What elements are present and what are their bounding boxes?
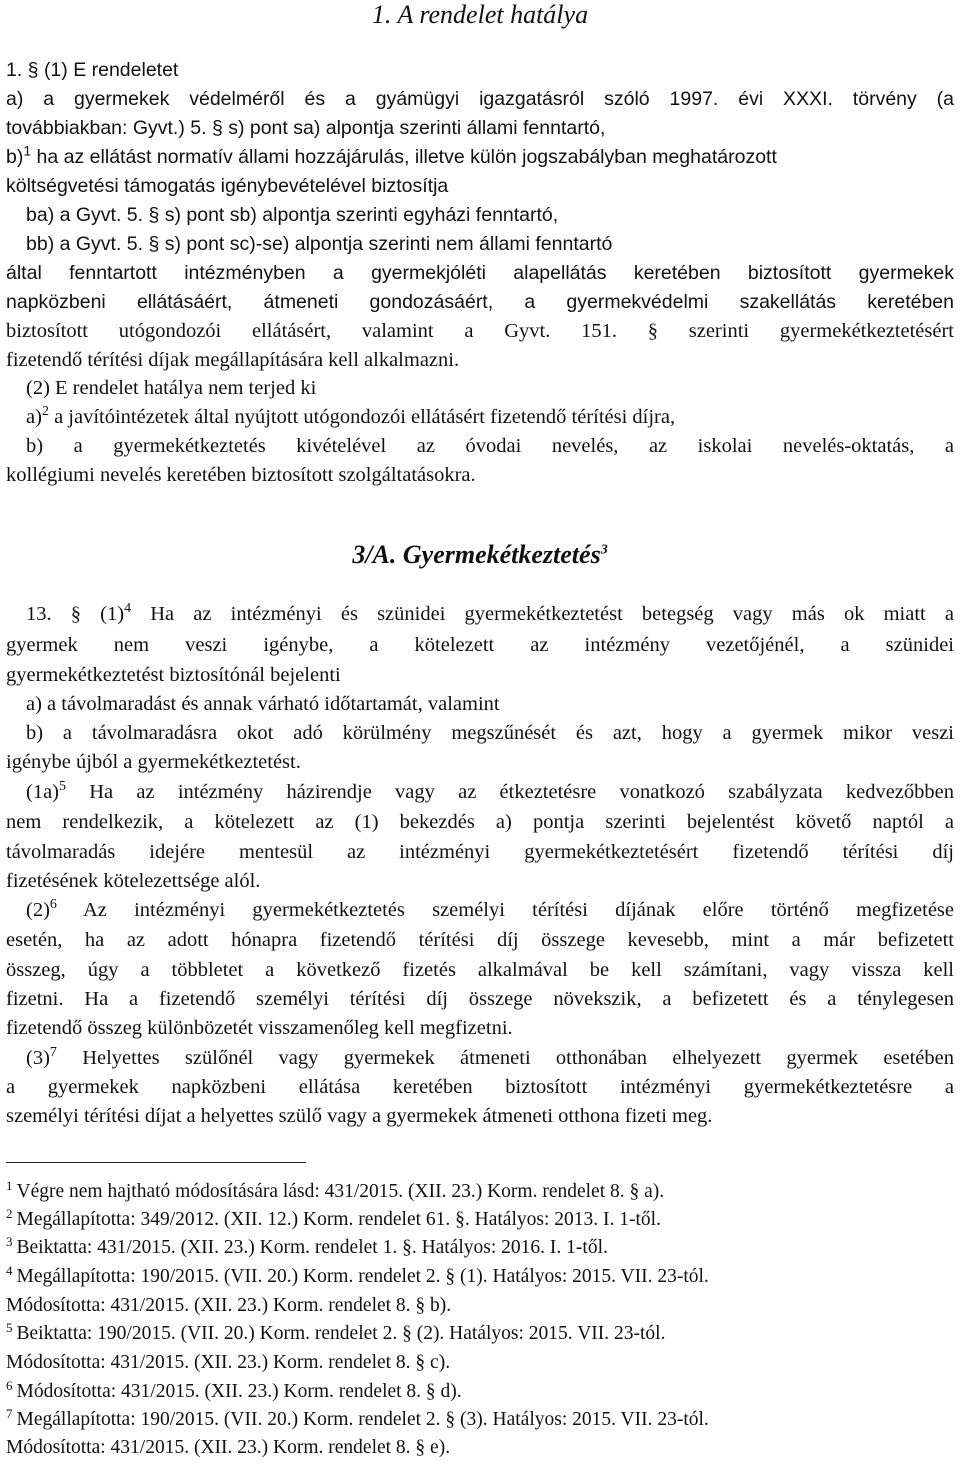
paragraph-line: bb) a Gyvt. 5. § s) pont sc)-se) alpontja szerinti nem állami fenntartó xyxy=(26,233,613,255)
footnote-item xyxy=(6,1263,954,1290)
footnote-continuation: Módosította: 431/2015. (XII. 23.) Korm. rendelet 8. § e). xyxy=(6,1437,451,1458)
paragraph-label: (1a) xyxy=(26,781,60,803)
paragraph-line: a gyermekek napközbeni ellátása keretében biztosított intézményi gyermekétkeztetésre a xyxy=(6,1076,954,1098)
footnote-number: 4 xyxy=(6,1262,13,1278)
footnote-ref[interactable]: 7 xyxy=(49,1045,57,1061)
paragraph-label: (3) xyxy=(26,1047,50,1069)
footnote-ref[interactable]: 3 xyxy=(600,542,608,558)
footnote-separator xyxy=(6,1162,306,1163)
footnote-text: Megállapította: 190/2015. (VII. 20.) Korm. rendelet 2. § (3). Hatályos: 2015. VII. 23-tól. xyxy=(16,1409,709,1430)
paragraph-line xyxy=(26,1044,954,1072)
paragraph-line xyxy=(6,143,954,171)
footnote-item xyxy=(6,1406,954,1433)
line-text: Ha az intézményi és szünidei gyermekétkeztetést betegség vagy más ok miatt a xyxy=(131,603,954,625)
paragraph-label: (2) xyxy=(26,899,50,921)
footnote-ref[interactable]: 5 xyxy=(59,779,67,795)
footnote-number: 5 xyxy=(6,1319,13,1335)
footnote-ref[interactable]: 6 xyxy=(49,897,57,913)
footnote-number: 3 xyxy=(6,1233,13,1249)
paragraph-line: nem rendelkezik, a kötelezett az (1) bekezdés a) pontja szerinti bejelentést követő naptól a xyxy=(6,811,954,833)
paragraph-line: távolmaradás idejére mentesül az intézményi gyermekétkeztetésért fizetendő térítési díj xyxy=(6,841,954,863)
footnote-item xyxy=(6,1234,954,1261)
section-heading-child-meals xyxy=(0,540,960,570)
paragraph-line: gyermek nem veszi igénybe, a kötelezett az intézmény vezetőjénél, a szünidei xyxy=(6,634,954,656)
paragraph-line: a) a gyermekek védelméről és a gyámügyi igazgatásról szóló 1997. évi XXXI. törvény (a xyxy=(6,88,954,110)
footnote-continuation: Módosította: 431/2015. (XII. 23.) Korm. rendelet 8. § b). xyxy=(6,1295,452,1316)
paragraph-line: összeg, úgy a többletet a következő fizetés alkalmával be kell számítani, vagy vissza kell xyxy=(6,959,954,981)
footnote-text: Végre nem hajtható módosítására lásd: 431/2015. (XII. 23.) Korm. rendelet 8. § a). xyxy=(16,1181,665,1202)
footnote-number: 2 xyxy=(6,1205,13,1221)
paragraph-line: biztosított utógondozói ellátásért, valamint a Gyvt. 151. § szerinti gyermekétkeztetésért xyxy=(6,320,954,342)
paragraph-line: által fenntartott intézményben a gyermekjóléti alapellátás keretében biztosított gyermekek xyxy=(6,262,954,284)
footnote-text: Beiktatta: 431/2015. (XII. 23.) Korm. rendelet 1. §. Hatályos: 2016. I. 1-től. xyxy=(16,1237,608,1258)
heading-text: 3/A. Gyermekétkeztetés xyxy=(352,540,601,569)
paragraph-line: fizetendő térítési díjak megállapítására kell alkalmazni. xyxy=(6,349,460,371)
paragraph-line: fizetni. Ha a fizetendő személyi térítési díj összege növekszik, a befizetett és a ténylegesen xyxy=(6,988,954,1010)
footnote-ref[interactable]: 1 xyxy=(23,142,32,159)
paragraph-line: napközbeni ellátásáért, átmeneti gondozásáért, a gyermekvédelmi szakellátás keretében xyxy=(6,291,954,313)
line-text: Az intézményi gyermekétkeztetés személyi térítési díjának előre történő megfizetése xyxy=(56,899,954,921)
footnote-continuation: Módosította: 431/2015. (XII. 23.) Korm. rendelet 8. § c). xyxy=(6,1352,451,1373)
paragraph-line: fizetésének kötelezettsége alól. xyxy=(6,870,261,892)
footnote-number: 7 xyxy=(6,1405,13,1421)
paragraph-line xyxy=(26,403,960,431)
paragraph-line: személyi térítési díjat a helyettes szülő vagy a gyermekek átmeneti otthona fizeti meg. xyxy=(6,1105,713,1127)
point-label: b) xyxy=(6,146,24,168)
paragraph-line: igénybe újból a gyermekétkeztetést. xyxy=(6,751,301,773)
paragraph-line: 1. § (1) E rendeletet xyxy=(6,59,179,81)
footnote-number: 1 xyxy=(6,1177,13,1193)
footnote-ref[interactable]: 4 xyxy=(124,601,132,617)
line-text: Helyettes szülőnél vagy gyermekek átmeneti otthonában elhelyezett gyermek esetében xyxy=(56,1047,954,1069)
footnote-item xyxy=(6,1320,954,1347)
paragraph-line: a) a távolmaradást és annak várható időtartamát, valamint xyxy=(26,693,500,715)
paragraph-line xyxy=(26,600,954,628)
point-label: a) xyxy=(26,406,42,428)
footnote-number: 6 xyxy=(6,1377,13,1393)
section-number: 13. § (1) xyxy=(26,603,125,625)
footnote-item xyxy=(6,1178,954,1205)
paragraph-line: (2) E rendelet hatálya nem terjed ki xyxy=(26,377,317,399)
footnote-text: Megállapította: 349/2012. (XII. 12.) Korm. rendelet 61. §. Hatályos: 2013. I. 1-től. xyxy=(16,1209,661,1230)
paragraph-line: kollégiumi nevelés keretében biztosított szolgáltatásokra. xyxy=(6,464,476,486)
paragraph-line xyxy=(26,778,954,806)
footnote-text: Módosította: 431/2015. (XII. 23.) Korm. rendelet 8. § d). xyxy=(16,1381,462,1402)
paragraph-line: fizetendő összeg különbözetét visszamenőleg kell megfizetni. xyxy=(6,1017,513,1039)
paragraph-line: b) a távolmaradásra okot adó körülmény megszűnését és azt, hogy a gyermek mikor veszi xyxy=(26,722,954,744)
line-text: ha az ellátást normatív állami hozzájárulás, illetve külön jogszabályban meghatározott xyxy=(31,146,777,168)
paragraph-line: továbbiakban: Gyvt.) 5. § s) pont sa) alpontja szerinti állami fenntartó, xyxy=(6,117,606,139)
line-text: Ha az intézmény házirendje vagy az étkeztetésre vonatkozó szabályzata kedvezőbben xyxy=(66,781,954,803)
line-text: a javítóintézetek által nyújtott utógondozói ellátásért fizetendő térítési díjra, xyxy=(48,406,676,428)
paragraph-line: esetén, ha az adott hónapra fizetendő térítési díj összege kevesebb, mint a már befizetett xyxy=(6,929,954,951)
section-heading-scope: 1. A rendelet hatálya xyxy=(371,0,589,29)
paragraph-line: költségvetési támogatás igénybevételével biztosítja xyxy=(6,175,449,197)
footnote-ref[interactable]: 2 xyxy=(41,404,49,420)
footnote-text: Beiktatta: 190/2015. (VII. 20.) Korm. rendelet 2. § (2). Hatályos: 2015. VII. 23-tól. xyxy=(16,1323,666,1344)
footnote-text: Megállapította: 190/2015. (VII. 20.) Korm. rendelet 2. § (1). Hatályos: 2015. VII. 23-tól. xyxy=(16,1266,709,1287)
footnote-item xyxy=(6,1378,954,1405)
paragraph-line: gyermekétkeztetést biztosítónál bejelenti xyxy=(6,664,341,686)
footnote-item xyxy=(6,1206,954,1233)
paragraph-line: b) a gyermekétkeztetés kivételével az óvodai nevelés, az iskolai nevelés-oktatás, a xyxy=(26,435,954,457)
paragraph-line: ba) a Gyvt. 5. § s) pont sb) alpontja szerinti egyházi fenntartó, xyxy=(26,204,559,226)
paragraph-line xyxy=(26,896,954,924)
